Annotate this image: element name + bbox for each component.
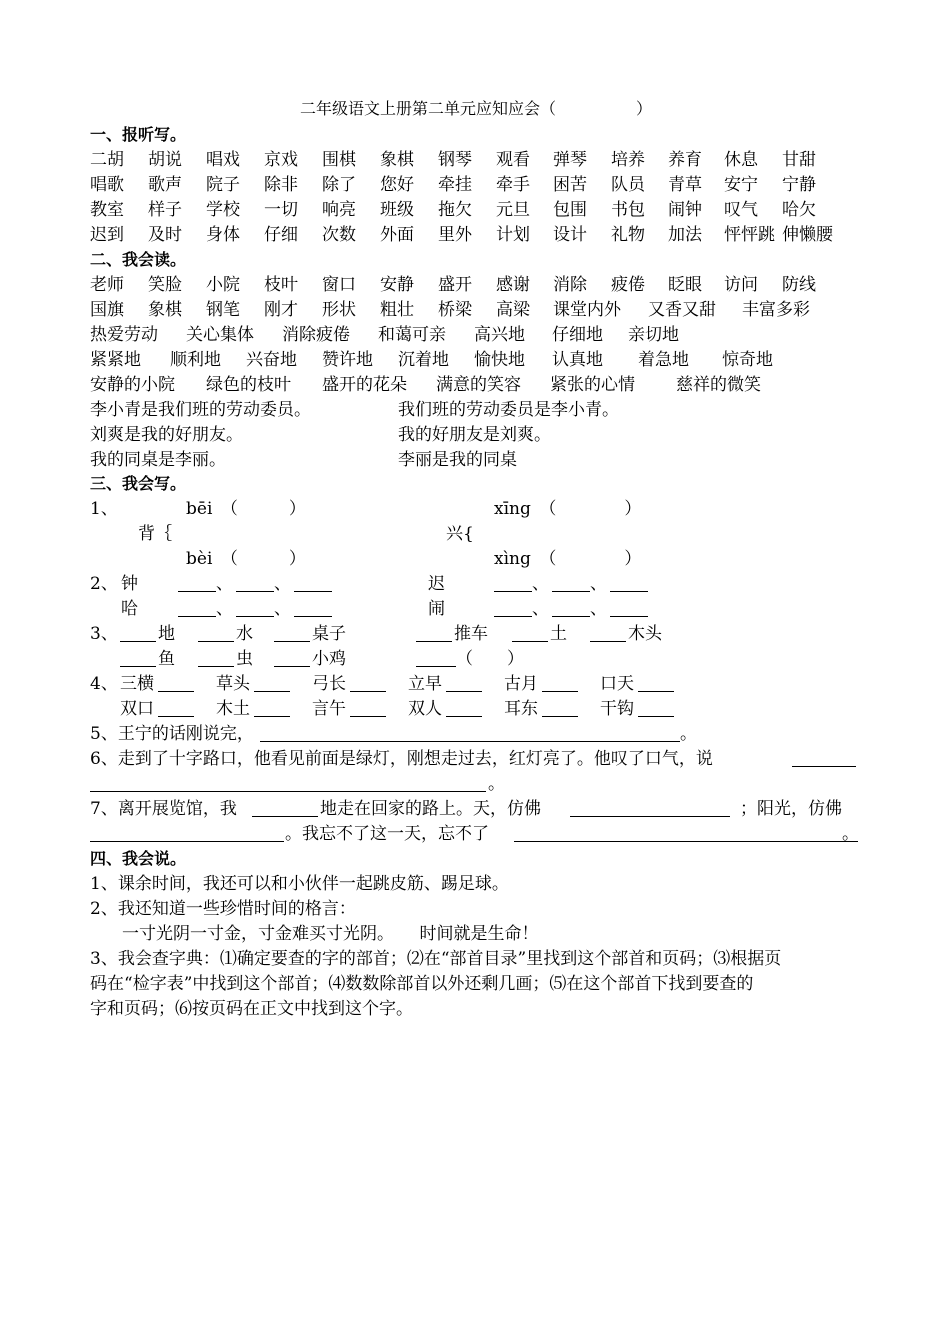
sentence-a2: 刘爽是我的好朋友。 bbox=[90, 425, 243, 445]
q4-blank[interactable] bbox=[446, 691, 482, 692]
q4-blank[interactable] bbox=[350, 716, 386, 717]
q2-separator: 、 bbox=[532, 574, 549, 594]
dictation-word: 包围 bbox=[553, 200, 587, 220]
q2-blank[interactable] bbox=[236, 591, 274, 592]
q4-blank[interactable] bbox=[446, 716, 482, 717]
dictation-word: 象棋 bbox=[380, 150, 414, 170]
q3-paren: （ ） bbox=[456, 649, 524, 669]
q3-word: 推车 bbox=[454, 624, 488, 644]
q2-char-nao: 闹 bbox=[428, 599, 445, 619]
q2-blank[interactable] bbox=[236, 616, 274, 617]
q4-clue: 口天 bbox=[600, 674, 634, 694]
dictation-word: 观看 bbox=[496, 150, 530, 170]
q7-blank-1[interactable] bbox=[252, 816, 318, 817]
dictation-word: 除非 bbox=[264, 175, 298, 195]
speak-line-2: 2、我还知道一些珍惜时间的格言： bbox=[90, 899, 356, 919]
sentence-b1: 我们班的劳动委员是李小青。 bbox=[398, 400, 619, 420]
dictation-word: 身体 bbox=[206, 225, 240, 245]
reading-word: 课堂内外 bbox=[553, 300, 621, 320]
reading-phrase: 高兴地 bbox=[474, 325, 525, 345]
dictionary-line-3: 字和页码；⑹按页码在正文中找到这个字。 bbox=[90, 999, 413, 1019]
q4-blank[interactable] bbox=[638, 716, 674, 717]
dictation-word: 班级 bbox=[380, 200, 414, 220]
q7-period: 。 bbox=[842, 824, 859, 844]
dictation-word: 一切 bbox=[264, 200, 298, 220]
q4-blank[interactable] bbox=[158, 691, 194, 692]
q3-blank[interactable] bbox=[512, 641, 548, 642]
reading-word: 笑脸 bbox=[148, 275, 182, 295]
reading-word: 小院 bbox=[206, 275, 240, 295]
reading-phrase: 仔细地 bbox=[552, 325, 603, 345]
reading-adverb: 愉快地 bbox=[474, 350, 525, 370]
q4-blank[interactable] bbox=[158, 716, 194, 717]
q4-clue: 古月 bbox=[504, 674, 538, 694]
reading-word: 象棋 bbox=[148, 300, 182, 320]
dictation-word: 响亮 bbox=[322, 200, 356, 220]
q7-part-d: 。我忘不了这一天，忘不了 bbox=[285, 824, 489, 844]
q4-clue: 双口 bbox=[120, 699, 154, 719]
q4-number: 4、 bbox=[90, 674, 118, 694]
dictation-word: 培养 bbox=[611, 150, 645, 170]
q2-separator: 、 bbox=[274, 599, 291, 619]
reading-phrase: 满意的笑容 bbox=[436, 375, 521, 395]
q7-part-b: 地走在回家的路上。天，仿佛 bbox=[320, 799, 541, 819]
dictionary-line-2: 码在“检字表”中找到这个部首；⑷数数除部首以外还剩几画；⑸在这个部首下找到要查的 bbox=[90, 974, 754, 994]
q3-number: 3、 bbox=[90, 624, 118, 644]
reading-word: 丰富多彩 bbox=[742, 300, 810, 320]
q1-xing-first-tone: xīng （ ） bbox=[494, 499, 642, 519]
dictation-word: 加法 bbox=[668, 225, 702, 245]
motto-line: 一寸光阴一寸金，寸金难买寸光阴。 时间就是生命！ bbox=[122, 924, 539, 944]
sentence-b3: 李丽是我的同桌 bbox=[398, 450, 517, 470]
q3-word: 水 bbox=[236, 624, 253, 644]
q7-blank-4[interactable] bbox=[514, 841, 858, 842]
q3-word: 虫 bbox=[236, 649, 253, 669]
q4-clue: 耳东 bbox=[504, 699, 538, 719]
reading-word: 刚才 bbox=[264, 300, 298, 320]
q2-blank[interactable] bbox=[178, 591, 216, 592]
reading-word: 粗壮 bbox=[380, 300, 414, 320]
q2-blank[interactable] bbox=[610, 616, 648, 617]
reading-phrase: 紧张的心情 bbox=[550, 375, 635, 395]
reading-phrase: 慈祥的微笑 bbox=[676, 375, 761, 395]
dictation-word: 宁静 bbox=[782, 175, 816, 195]
q6-answer-line-1[interactable] bbox=[792, 766, 856, 767]
dictation-word: 队员 bbox=[611, 175, 645, 195]
q4-blank[interactable] bbox=[254, 716, 290, 717]
q2-char-zhong: 钟 bbox=[121, 574, 138, 594]
reading-word: 访问 bbox=[724, 275, 758, 295]
reading-phrase: 和蔼可亲 bbox=[378, 325, 446, 345]
q3-blank[interactable] bbox=[120, 641, 156, 642]
q7-blank-2[interactable] bbox=[570, 816, 730, 817]
dictation-word: 伸懒腰 bbox=[782, 225, 833, 245]
q5-prompt: 5、王宁的话刚说完， bbox=[90, 724, 254, 744]
dictation-word: 除了 bbox=[322, 175, 356, 195]
q6-answer-line-2[interactable] bbox=[90, 791, 486, 792]
q2-separator: 、 bbox=[590, 574, 607, 594]
q4-blank[interactable] bbox=[350, 691, 386, 692]
dictation-word: 歌声 bbox=[148, 175, 182, 195]
q1-xing-fourth-tone: xìng （ ） bbox=[494, 549, 642, 569]
reading-word: 消除 bbox=[553, 275, 587, 295]
dictation-word: 牵手 bbox=[496, 175, 530, 195]
dictation-word: 拖欠 bbox=[438, 200, 472, 220]
dictation-word: 困苦 bbox=[553, 175, 587, 195]
dictation-word: 唱戏 bbox=[206, 150, 240, 170]
q2-blank[interactable] bbox=[494, 616, 532, 617]
reading-phrase: 绿色的枝叶 bbox=[206, 375, 291, 395]
q2-separator: 、 bbox=[590, 599, 607, 619]
q4-clue: 立早 bbox=[408, 674, 442, 694]
dictation-word: 计划 bbox=[496, 225, 530, 245]
q4-clue: 干钩 bbox=[600, 699, 634, 719]
dictation-word: 养育 bbox=[668, 150, 702, 170]
reading-word: 疲倦 bbox=[611, 275, 645, 295]
q6-period: 。 bbox=[488, 774, 505, 794]
section-4-heading: 四、我会说。 bbox=[90, 849, 187, 868]
q1-bei-fourth-tone: bèi （ ） bbox=[186, 549, 306, 569]
speak-line-1: 1、课余时间，我还可以和小伙伴一起跳皮筋、踢足球。 bbox=[90, 874, 509, 894]
reading-word: 国旗 bbox=[90, 300, 124, 320]
dictation-word: 迟到 bbox=[90, 225, 124, 245]
dictation-word: 甘甜 bbox=[782, 150, 816, 170]
dictation-word: 外面 bbox=[380, 225, 414, 245]
q3-blank[interactable] bbox=[120, 666, 156, 667]
q3-blank[interactable] bbox=[274, 641, 310, 642]
reading-adverb: 兴奋地 bbox=[246, 350, 297, 370]
q2-char-ha: 哈 bbox=[121, 599, 138, 619]
q7-part-c: ；阳光，仿佛 bbox=[740, 799, 842, 819]
page-title: 二年级语文上册第二单元应知应会（ ） bbox=[300, 99, 653, 118]
dictation-word: 闹钟 bbox=[668, 200, 702, 220]
reading-phrase: 亲切地 bbox=[628, 325, 679, 345]
q4-clue: 言午 bbox=[312, 699, 346, 719]
q3-blank[interactable] bbox=[416, 641, 452, 642]
reading-word: 形状 bbox=[322, 300, 356, 320]
q2-blank[interactable] bbox=[552, 616, 590, 617]
reading-word: 钢笔 bbox=[206, 300, 240, 320]
q4-clue: 木土 bbox=[216, 699, 250, 719]
dictation-word: 设计 bbox=[553, 225, 587, 245]
dictation-word: 唱歌 bbox=[90, 175, 124, 195]
q3-word: 桌子 bbox=[312, 624, 346, 644]
q3-word: 鱼 bbox=[158, 649, 175, 669]
q4-clue: 弓长 bbox=[312, 674, 346, 694]
dictation-word: 及时 bbox=[148, 225, 182, 245]
q5-answer-line[interactable] bbox=[260, 741, 680, 742]
q4-blank[interactable] bbox=[542, 716, 578, 717]
q3-word: 小鸡 bbox=[312, 649, 346, 669]
dictation-word: 二胡 bbox=[90, 150, 124, 170]
sentence-b2: 我的好朋友是刘爽。 bbox=[398, 425, 551, 445]
q3-blank[interactable] bbox=[198, 666, 234, 667]
q1-bei-char: 背｛ bbox=[138, 524, 172, 544]
q4-clue: 双人 bbox=[408, 699, 442, 719]
q3-word: 土 bbox=[550, 624, 567, 644]
q2-separator: 、 bbox=[216, 574, 233, 594]
dictation-word: 学校 bbox=[206, 200, 240, 220]
sentence-a1: 李小青是我们班的劳动委员。 bbox=[90, 400, 311, 420]
reading-word: 窗口 bbox=[322, 275, 356, 295]
reading-phrase: 安静的小院 bbox=[90, 375, 175, 395]
reading-word: 枝叶 bbox=[264, 275, 298, 295]
reading-adverb: 认真地 bbox=[552, 350, 603, 370]
dictation-word: 样子 bbox=[148, 200, 182, 220]
reading-word: 桥梁 bbox=[438, 300, 472, 320]
q3-blank[interactable] bbox=[590, 641, 626, 642]
reading-adverb: 紧紧地 bbox=[90, 350, 141, 370]
reading-word: 感谢 bbox=[496, 275, 530, 295]
dictation-word: 怦怦跳 bbox=[724, 225, 775, 245]
dictation-word: 仔细 bbox=[264, 225, 298, 245]
q2-char-chi: 迟 bbox=[428, 574, 445, 594]
dictation-word: 安宁 bbox=[724, 175, 758, 195]
q5-period: 。 bbox=[680, 724, 697, 744]
reading-adverb: 沉着地 bbox=[398, 350, 449, 370]
q3-word: 木头 bbox=[628, 624, 662, 644]
reading-word: 高梁 bbox=[496, 300, 530, 320]
dictionary-line-1: 3、我会查字典：⑴确定要查的字的部首；⑵在“部首目录”里找到这个部首和页码；⑶根据页 bbox=[90, 949, 782, 969]
dictation-word: 钢琴 bbox=[438, 150, 472, 170]
reading-adverb: 顺利地 bbox=[170, 350, 221, 370]
q4-blank[interactable] bbox=[542, 691, 578, 692]
q2-number: 2、 bbox=[90, 574, 118, 594]
dictation-word: 休息 bbox=[724, 150, 758, 170]
section-3-heading: 三、我会写。 bbox=[90, 474, 187, 493]
reading-phrase: 盛开的花朵 bbox=[322, 375, 407, 395]
section-1-heading: 一、报听写。 bbox=[90, 125, 187, 144]
q3-word: 地 bbox=[158, 624, 175, 644]
reading-word: 又香又甜 bbox=[648, 300, 716, 320]
q4-blank[interactable] bbox=[254, 691, 290, 692]
q2-blank[interactable] bbox=[494, 591, 532, 592]
reading-word: 老师 bbox=[90, 275, 124, 295]
dictation-word: 礼物 bbox=[611, 225, 645, 245]
q2-blank[interactable] bbox=[178, 616, 216, 617]
reading-phrase: 热爱劳动 bbox=[90, 325, 158, 345]
q1-number: 1、 bbox=[90, 499, 118, 519]
q7-part-a: 7、离开展览馆，我 bbox=[90, 799, 237, 819]
reading-phrase: 关心集体 bbox=[186, 325, 254, 345]
reading-word: 眨眼 bbox=[668, 275, 702, 295]
q6-prompt: 6、走到了十字路口，他看见前面是绿灯，刚想走过去，红灯亮了。他叹了口气，说 bbox=[90, 749, 713, 769]
q3-blank[interactable] bbox=[274, 666, 310, 667]
q2-blank[interactable] bbox=[294, 591, 332, 592]
reading-phrase: 消除疲倦 bbox=[282, 325, 350, 345]
dictation-word: 里外 bbox=[438, 225, 472, 245]
q1-xing-char: 兴{ bbox=[446, 524, 474, 544]
q2-separator: 、 bbox=[216, 599, 233, 619]
dictation-word: 院子 bbox=[206, 175, 240, 195]
q1-bei-first-tone: bēi （ ） bbox=[186, 499, 306, 519]
dictation-word: 京戏 bbox=[264, 150, 298, 170]
reading-adverb: 着急地 bbox=[638, 350, 689, 370]
reading-word: 防线 bbox=[782, 275, 816, 295]
q2-blank[interactable] bbox=[610, 591, 648, 592]
q2-separator: 、 bbox=[274, 574, 291, 594]
q4-blank[interactable] bbox=[638, 691, 674, 692]
q2-blank[interactable] bbox=[552, 591, 590, 592]
dictation-word: 元旦 bbox=[496, 200, 530, 220]
dictation-word: 弹琴 bbox=[553, 150, 587, 170]
dictation-word: 胡说 bbox=[148, 150, 182, 170]
q2-separator: 、 bbox=[532, 599, 549, 619]
dictation-word: 哈欠 bbox=[782, 200, 816, 220]
dictation-word: 牵挂 bbox=[438, 175, 472, 195]
q7-blank-3[interactable] bbox=[90, 841, 284, 842]
reading-word: 安静 bbox=[380, 275, 414, 295]
q2-blank[interactable] bbox=[294, 616, 332, 617]
q4-clue: 草头 bbox=[216, 674, 250, 694]
reading-adverb: 惊奇地 bbox=[722, 350, 773, 370]
dictation-word: 次数 bbox=[322, 225, 356, 245]
sentence-a3: 我的同桌是李丽。 bbox=[90, 450, 226, 470]
dictation-word: 您好 bbox=[380, 175, 414, 195]
q3-blank[interactable] bbox=[416, 666, 456, 667]
dictation-word: 教室 bbox=[90, 200, 124, 220]
reading-word: 盛开 bbox=[438, 275, 472, 295]
q3-blank[interactable] bbox=[198, 641, 234, 642]
dictation-word: 青草 bbox=[668, 175, 702, 195]
reading-adverb: 赞许地 bbox=[322, 350, 373, 370]
dictation-word: 书包 bbox=[611, 200, 645, 220]
dictation-word: 叹气 bbox=[724, 200, 758, 220]
dictation-word: 围棋 bbox=[322, 150, 356, 170]
q4-clue: 三横 bbox=[120, 674, 154, 694]
section-2-heading: 二、我会读。 bbox=[90, 250, 187, 269]
